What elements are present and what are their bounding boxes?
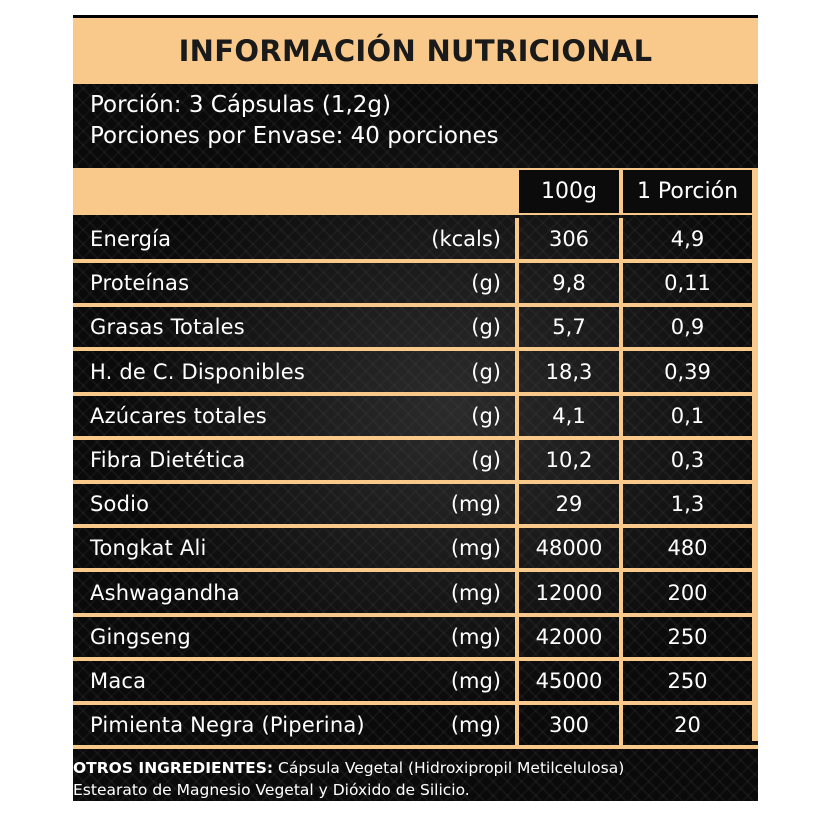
nutrient-name: Tongkat Ali <box>90 535 207 560</box>
nutrient-name: Sodio <box>90 491 150 516</box>
value-per-100g: 9,8 <box>552 270 586 295</box>
servings-per-container: Porciones por Envase: 40 porciones <box>90 123 499 149</box>
panel-title: INFORMACIÓN NUTRICIONAL <box>178 34 653 68</box>
nutrient-name: Grasas Totales <box>90 314 245 339</box>
value-per-portion: 250 <box>667 624 708 649</box>
value-per-portion: 200 <box>667 580 708 605</box>
other-ingredients <box>73 757 763 801</box>
nutrient-unit: (mg) <box>450 535 501 560</box>
value-per-100g: 48000 <box>535 535 603 560</box>
nutrient-name: Gingseng <box>90 624 191 649</box>
value-per-portion: 250 <box>667 668 708 693</box>
row-divider <box>73 745 758 749</box>
value-per-portion: 480 <box>667 535 708 560</box>
nutrient-unit: (mg) <box>450 491 501 516</box>
nutrient-unit: (g) <box>471 403 501 428</box>
table-row <box>73 306 758 347</box>
table-row <box>73 572 758 613</box>
value-per-portion: 0,3 <box>670 447 705 472</box>
ingredients-label: OTROS INGREDIENTES: <box>73 759 274 777</box>
nutrient-name: H. de C. Disponibles <box>90 359 306 384</box>
nutrient-unit: (mg) <box>450 668 501 693</box>
value-per-100g: 42000 <box>535 624 603 649</box>
value-per-100g: 10,2 <box>545 447 593 472</box>
nutrient-unit: (g) <box>471 447 501 472</box>
table-row <box>73 704 758 745</box>
nutrient-unit: (mg) <box>450 580 501 605</box>
value-per-100g: 18,3 <box>545 359 593 384</box>
nutrient-name: Proteínas <box>90 270 190 295</box>
nutrient-name: Azúcares totales <box>90 403 267 428</box>
table-row <box>73 527 758 568</box>
value-per-portion: 20 <box>674 712 701 737</box>
table-row <box>73 483 758 524</box>
title-bar <box>73 18 758 84</box>
column-header-portion: 1 Porción <box>623 170 752 213</box>
value-per-portion: 4,9 <box>670 226 705 251</box>
nutrient-unit: (mg) <box>450 712 501 737</box>
table-row <box>73 351 758 392</box>
value-per-portion: 0,39 <box>664 359 711 384</box>
nutrient-name: Maca <box>90 668 147 693</box>
nutrient-name: Energía <box>90 226 172 251</box>
value-per-100g: 306 <box>548 226 590 251</box>
nutrient-unit: (mg) <box>450 624 501 649</box>
value-per-portion: 1,3 <box>670 491 705 516</box>
nutrient-unit: (g) <box>471 359 501 384</box>
table-row <box>73 218 758 259</box>
serving-portion: Porción: 3 Cápsulas (1,2g) <box>90 92 391 118</box>
nutrient-unit: (g) <box>471 270 501 295</box>
table-row <box>73 262 758 303</box>
value-per-100g: 12000 <box>535 580 603 605</box>
nutrient-unit: (kcals) <box>431 226 501 251</box>
value-per-portion: 0,11 <box>664 270 711 295</box>
value-per-100g: 5,7 <box>552 314 586 339</box>
value-per-portion: 0,9 <box>670 314 705 339</box>
nutrient-name: Pimienta Negra (Piperina) <box>90 712 365 737</box>
value-per-100g: 300 <box>548 712 590 737</box>
table-row <box>73 395 758 436</box>
table-right-border <box>752 168 758 741</box>
value-per-portion: 0,1 <box>670 403 705 428</box>
nutrient-name: Fibra Dietética <box>90 447 246 472</box>
table-row <box>73 439 758 480</box>
value-per-100g: 4,1 <box>552 403 586 428</box>
serving-info <box>90 90 750 152</box>
nutrient-name: Ashwagandha <box>90 580 240 605</box>
table-row <box>73 616 758 657</box>
ingredients-line-2: Estearato de Magnesio Vegetal y Dióxido de Silicio. <box>73 781 470 799</box>
table-row <box>73 660 758 701</box>
nutrient-unit: (g) <box>471 314 501 339</box>
column-header-100g: 100g <box>519 170 619 213</box>
ingredients-line-1: Cápsula Vegetal (Hidroxipropil Metilcelulosa) <box>273 759 625 777</box>
value-per-100g: 45000 <box>535 668 603 693</box>
value-per-100g: 29 <box>555 491 583 516</box>
